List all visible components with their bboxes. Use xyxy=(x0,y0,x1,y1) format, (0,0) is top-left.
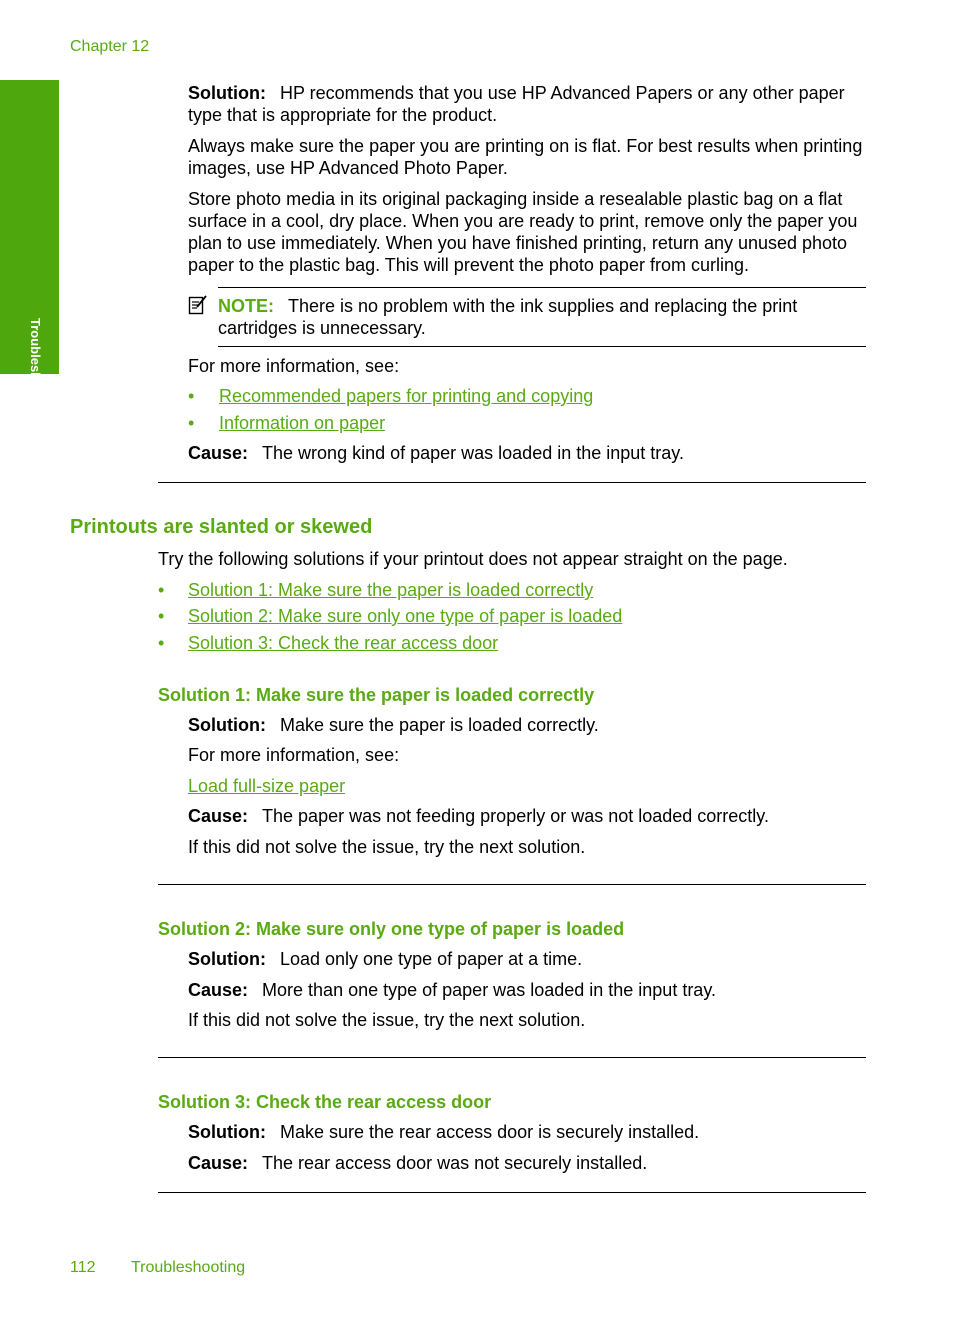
cause-text: The paper was not feeding properly or was not loaded correctly. xyxy=(262,806,769,826)
note-icon xyxy=(188,294,208,316)
section-rule xyxy=(158,1057,866,1058)
cause-label: Cause: xyxy=(188,1153,249,1173)
note-top-rule xyxy=(218,287,866,288)
side-tab xyxy=(0,80,59,420)
side-tab-label: Troubleshooting xyxy=(28,318,43,420)
solution1-more-info: For more information, see: xyxy=(188,745,400,765)
storage-paragraph: Store photo media in its original packaging inside a resealable plastic bag on a flat surface in a cool, dry place. When you are ready to print, remove only the paper you plan to use immediately. When you have finished printing, return any unused photo paper to the plastic bag. This will prevent the photo paper from curling. xyxy=(188,189,858,275)
solution3-cause xyxy=(188,1152,868,1174)
note-text: There is no problem with the ink supplies and replacing the print cartridges is unnecessary. xyxy=(218,296,798,338)
solution1-cause xyxy=(188,805,868,827)
solution2-cause xyxy=(188,979,868,1001)
section-intro: Try the following solutions if your printout does not appear straight on the page. xyxy=(158,549,788,569)
page-number: 112 xyxy=(70,1259,96,1276)
solution3-heading: Solution 3: Check the rear access door xyxy=(158,1092,492,1112)
solution2-solution xyxy=(188,948,868,970)
link-solution-2[interactable]: Solution 2: Make sure only one type of paper is loaded xyxy=(188,606,623,626)
flat-paper-paragraph: Always make sure the paper you are printing on is flat. For best results when printing images, use HP Advanced Photo Paper. xyxy=(188,136,863,178)
bullet: • xyxy=(158,580,165,600)
link-solution-3[interactable]: Solution 3: Check the rear access door xyxy=(188,633,499,653)
chapter-label: Chapter 12 xyxy=(70,38,150,55)
bullet: • xyxy=(158,606,165,626)
section-rule xyxy=(158,1192,866,1193)
solution-label: Solution: xyxy=(188,83,266,103)
cause-label: Cause: xyxy=(188,443,249,463)
note-label: NOTE: xyxy=(218,296,274,316)
solution-text: Make sure the rear access door is securely installed. xyxy=(279,1122,700,1142)
solution-label: Solution: xyxy=(188,715,266,735)
solution1-next: If this did not solve the issue, try the next solution. xyxy=(188,837,586,857)
more-info-text: For more information, see: xyxy=(188,356,400,376)
bullet: • xyxy=(188,386,195,406)
link-recommended-papers[interactable]: Recommended papers for printing and copying xyxy=(219,386,594,406)
solution2-heading: Solution 2: Make sure only one type of paper is loaded xyxy=(158,919,625,939)
cause-text: More than one type of paper was loaded in the input tray. xyxy=(262,980,716,1000)
cause-label: Cause: xyxy=(188,980,249,1000)
cause-text: The wrong kind of paper was loaded in the input tray. xyxy=(262,443,684,463)
note-box xyxy=(218,295,868,339)
solution1-solution xyxy=(188,714,868,736)
cause-paragraph xyxy=(188,442,868,464)
bullet: • xyxy=(158,633,165,653)
solution-label: Solution: xyxy=(188,949,266,969)
solution1-heading: Solution 1: Make sure the paper is loaded correctly xyxy=(158,685,595,705)
solution3-solution xyxy=(188,1121,868,1143)
solution-text: HP recommends that you use HP Advanced Papers or any other paper type that is appropriate for the product. xyxy=(188,83,845,125)
solution-text: Make sure the paper is loaded correctly. xyxy=(279,715,599,735)
section-heading: Printouts are slanted or skewed xyxy=(70,516,373,538)
link-load-full-size-paper[interactable]: Load full-size paper xyxy=(188,776,346,796)
cause-label: Cause: xyxy=(188,806,249,826)
note-bottom-rule xyxy=(218,346,866,347)
link-information-on-paper[interactable]: Information on paper xyxy=(219,413,386,433)
bullet: • xyxy=(188,413,195,433)
solution-label: Solution: xyxy=(188,1122,266,1142)
solution-paragraph xyxy=(188,82,868,126)
section-rule xyxy=(158,482,866,483)
cause-text: The rear access door was not securely installed. xyxy=(262,1153,648,1173)
solution-text: Load only one type of paper at a time. xyxy=(279,949,583,969)
link-solution-1[interactable]: Solution 1: Make sure the paper is loaded correctly xyxy=(188,580,594,600)
solution2-next: If this did not solve the issue, try the next solution. xyxy=(188,1010,586,1030)
footer-section: Troubleshooting xyxy=(131,1259,246,1276)
section-rule xyxy=(158,884,866,885)
